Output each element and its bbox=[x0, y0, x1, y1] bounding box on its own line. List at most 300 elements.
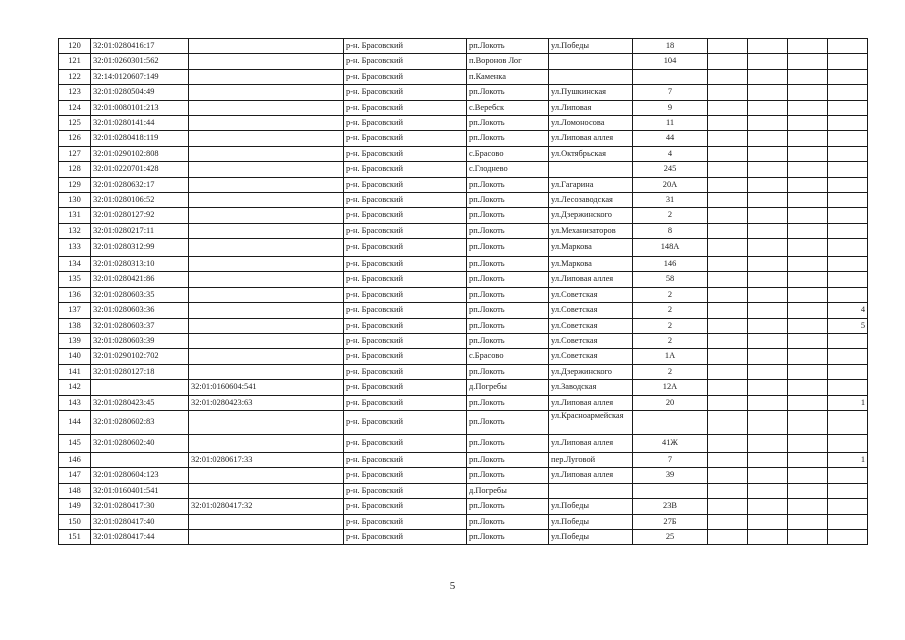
cell-extra-col-3 bbox=[788, 100, 828, 115]
cell-row-number: 133 bbox=[59, 239, 91, 257]
cell-extra-col-1 bbox=[708, 318, 748, 333]
cell-district: р-н. Брасовский bbox=[344, 54, 467, 69]
cell-extra-col-2 bbox=[748, 192, 788, 207]
cell-row-number: 149 bbox=[59, 499, 91, 514]
cell-cadastral-number: 32:01:0220701:428 bbox=[91, 162, 189, 177]
cell-extra-col-2 bbox=[748, 177, 788, 192]
cell-row-number: 128 bbox=[59, 162, 91, 177]
table-row bbox=[59, 514, 868, 529]
cell-house-number: 2 bbox=[633, 334, 708, 349]
cell-house-number bbox=[633, 483, 708, 498]
cell-settlement: рп.Локоть bbox=[467, 208, 549, 223]
cell-extra-col-2 bbox=[748, 54, 788, 69]
cell-district: р-н. Брасовский bbox=[344, 349, 467, 364]
cell-related-cadastral-number bbox=[189, 162, 344, 177]
cell-extra-col-4 bbox=[828, 239, 868, 257]
cell-extra-col-2 bbox=[748, 303, 788, 318]
cell-related-cadastral-number bbox=[189, 483, 344, 498]
cell-settlement: с.Брасово bbox=[467, 146, 549, 161]
cell-row-number: 129 bbox=[59, 177, 91, 192]
cell-house-number: 20 bbox=[633, 395, 708, 410]
cell-extra-col-1 bbox=[708, 177, 748, 192]
cell-row-number: 145 bbox=[59, 434, 91, 452]
table-row bbox=[59, 257, 868, 272]
cell-extra-col-1 bbox=[708, 208, 748, 223]
page-number: 5 bbox=[449, 580, 456, 592]
cell-extra-col-3 bbox=[788, 54, 828, 69]
cell-cadastral-number: 32:01:0280603:36 bbox=[91, 303, 189, 318]
cell-extra-col-2 bbox=[748, 257, 788, 272]
cell-related-cadastral-number bbox=[189, 192, 344, 207]
cell-cadastral-number: 32:01:0280106:52 bbox=[91, 192, 189, 207]
cell-extra-col-4 bbox=[828, 177, 868, 192]
cell-extra-col-4 bbox=[828, 257, 868, 272]
cell-street: ул.Липовая bbox=[549, 100, 633, 115]
cell-extra-col-2 bbox=[748, 318, 788, 333]
cell-extra-col-4 bbox=[828, 69, 868, 84]
cell-extra-col-1 bbox=[708, 54, 748, 69]
cell-house-number: 2 bbox=[633, 287, 708, 302]
cell-house-number: 39 bbox=[633, 468, 708, 483]
cell-extra-col-3 bbox=[788, 410, 828, 434]
cell-extra-col-4 bbox=[828, 410, 868, 434]
cell-house-number: 20А bbox=[633, 177, 708, 192]
cell-row-number: 151 bbox=[59, 529, 91, 544]
cell-cadastral-number: 32:01:0280603:37 bbox=[91, 318, 189, 333]
table-row bbox=[59, 318, 868, 333]
cell-house-number: 7 bbox=[633, 452, 708, 467]
table-row bbox=[59, 85, 868, 100]
table-row bbox=[59, 380, 868, 395]
cell-row-number: 136 bbox=[59, 287, 91, 302]
cell-district: р-н. Брасовский bbox=[344, 208, 467, 223]
cell-extra-col-4 bbox=[828, 85, 868, 100]
cell-related-cadastral-number: 32:01:0160604:541 bbox=[189, 380, 344, 395]
cell-house-number: 2 bbox=[633, 318, 708, 333]
cell-extra-col-1 bbox=[708, 395, 748, 410]
cell-extra-col-1 bbox=[708, 239, 748, 257]
cell-district: р-н. Брасовский bbox=[344, 395, 467, 410]
cell-related-cadastral-number bbox=[189, 115, 344, 130]
cell-cadastral-number: 32:01:0080101:213 bbox=[91, 100, 189, 115]
cell-district: р-н. Брасовский bbox=[344, 146, 467, 161]
cell-extra-col-3 bbox=[788, 192, 828, 207]
cell-street: пер.Луговой bbox=[549, 452, 633, 467]
cell-extra-col-1 bbox=[708, 514, 748, 529]
cell-extra-col-3 bbox=[788, 85, 828, 100]
cell-extra-col-1 bbox=[708, 468, 748, 483]
cell-extra-col-2 bbox=[748, 100, 788, 115]
cell-street: ул.Советская bbox=[549, 287, 633, 302]
cell-extra-col-4: 1 bbox=[828, 395, 868, 410]
cell-settlement: п.Каменка bbox=[467, 69, 549, 84]
cell-house-number: 31 bbox=[633, 192, 708, 207]
cell-extra-col-2 bbox=[748, 499, 788, 514]
cell-street: ул.Победы bbox=[549, 514, 633, 529]
cell-cadastral-number: 32:01:0280313:10 bbox=[91, 257, 189, 272]
cell-house-number: 1А bbox=[633, 349, 708, 364]
cell-extra-col-1 bbox=[708, 223, 748, 238]
cell-row-number: 142 bbox=[59, 380, 91, 395]
cell-extra-col-1 bbox=[708, 100, 748, 115]
cell-related-cadastral-number: 32:01:0280417:32 bbox=[189, 499, 344, 514]
cell-cadastral-number: 32:01:0280417:30 bbox=[91, 499, 189, 514]
table-row bbox=[59, 395, 868, 410]
cell-street bbox=[549, 54, 633, 69]
cell-related-cadastral-number bbox=[189, 287, 344, 302]
cell-extra-col-4 bbox=[828, 287, 868, 302]
cell-related-cadastral-number bbox=[189, 334, 344, 349]
cell-related-cadastral-number bbox=[189, 69, 344, 84]
table-row bbox=[59, 334, 868, 349]
cell-row-number: 143 bbox=[59, 395, 91, 410]
cell-district: р-н. Брасовский bbox=[344, 39, 467, 54]
cell-related-cadastral-number bbox=[189, 529, 344, 544]
cell-cadastral-number: 32:01:0280417:44 bbox=[91, 529, 189, 544]
cell-district: р-н. Брасовский bbox=[344, 162, 467, 177]
cell-cadastral-number: 32:01:0280417:40 bbox=[91, 514, 189, 529]
cell-extra-col-3 bbox=[788, 452, 828, 467]
cell-house-number: 4 bbox=[633, 146, 708, 161]
cell-cadastral-number: 32:01:0280603:35 bbox=[91, 287, 189, 302]
cell-settlement: рп.Локоть bbox=[467, 334, 549, 349]
cell-extra-col-2 bbox=[748, 146, 788, 161]
cell-street: ул.Дзержинского bbox=[549, 364, 633, 379]
cell-extra-col-2 bbox=[748, 483, 788, 498]
cell-district: р-н. Брасовский bbox=[344, 434, 467, 452]
address-registry-table bbox=[58, 38, 868, 545]
table-row bbox=[59, 303, 868, 318]
table-row bbox=[59, 239, 868, 257]
cell-district: р-н. Брасовский bbox=[344, 272, 467, 287]
table-row bbox=[59, 162, 868, 177]
cell-district: р-н. Брасовский bbox=[344, 100, 467, 115]
cell-row-number: 124 bbox=[59, 100, 91, 115]
cell-settlement: рп.Локоть bbox=[467, 177, 549, 192]
cell-row-number: 137 bbox=[59, 303, 91, 318]
cell-related-cadastral-number bbox=[189, 177, 344, 192]
cell-cadastral-number: 32:01:0280604:123 bbox=[91, 468, 189, 483]
table-row bbox=[59, 272, 868, 287]
cell-extra-col-1 bbox=[708, 483, 748, 498]
cell-extra-col-4 bbox=[828, 349, 868, 364]
cell-extra-col-3 bbox=[788, 272, 828, 287]
cell-extra-col-3 bbox=[788, 380, 828, 395]
cell-extra-col-1 bbox=[708, 529, 748, 544]
cell-extra-col-1 bbox=[708, 146, 748, 161]
cell-street: ул.Заводская bbox=[549, 380, 633, 395]
cell-extra-col-2 bbox=[748, 514, 788, 529]
cell-street: ул.Маркова bbox=[549, 257, 633, 272]
cell-extra-col-2 bbox=[748, 208, 788, 223]
table-row bbox=[59, 468, 868, 483]
cell-street: ул.Победы bbox=[549, 499, 633, 514]
cell-settlement: рп.Локоть bbox=[467, 434, 549, 452]
cell-street bbox=[549, 483, 633, 498]
cell-extra-col-4 bbox=[828, 39, 868, 54]
cell-extra-col-4 bbox=[828, 272, 868, 287]
cell-extra-col-1 bbox=[708, 349, 748, 364]
cell-row-number: 144 bbox=[59, 410, 91, 434]
table-row bbox=[59, 410, 868, 434]
cell-related-cadastral-number bbox=[189, 410, 344, 434]
cell-street: ул.Липовая аллея bbox=[549, 272, 633, 287]
cell-house-number: 41Ж bbox=[633, 434, 708, 452]
cell-extra-col-3 bbox=[788, 468, 828, 483]
cell-extra-col-1 bbox=[708, 192, 748, 207]
table-row bbox=[59, 177, 868, 192]
cell-extra-col-1 bbox=[708, 434, 748, 452]
cell-street: ул.Липовая аллея bbox=[549, 395, 633, 410]
cell-house-number: 2 bbox=[633, 208, 708, 223]
cell-extra-col-1 bbox=[708, 499, 748, 514]
cell-extra-col-1 bbox=[708, 115, 748, 130]
cell-related-cadastral-number bbox=[189, 85, 344, 100]
cell-row-number: 146 bbox=[59, 452, 91, 467]
cell-house-number: 25 bbox=[633, 529, 708, 544]
cell-extra-col-2 bbox=[748, 69, 788, 84]
cell-extra-col-1 bbox=[708, 380, 748, 395]
cell-extra-col-2 bbox=[748, 529, 788, 544]
cell-cadastral-number: 32:01:0280603:39 bbox=[91, 334, 189, 349]
cell-extra-col-2 bbox=[748, 115, 788, 130]
cell-related-cadastral-number bbox=[189, 239, 344, 257]
cell-related-cadastral-number bbox=[189, 257, 344, 272]
cell-extra-col-2 bbox=[748, 334, 788, 349]
cell-row-number: 150 bbox=[59, 514, 91, 529]
cell-house-number: 11 bbox=[633, 115, 708, 130]
cell-settlement: д.Погребы bbox=[467, 380, 549, 395]
cell-extra-col-2 bbox=[748, 364, 788, 379]
cell-related-cadastral-number bbox=[189, 364, 344, 379]
cell-extra-col-2 bbox=[748, 239, 788, 257]
cell-related-cadastral-number bbox=[189, 146, 344, 161]
cell-street: ул.Советская bbox=[549, 334, 633, 349]
cell-related-cadastral-number bbox=[189, 468, 344, 483]
cell-street: ул.Лесозаводская bbox=[549, 192, 633, 207]
table-row bbox=[59, 287, 868, 302]
cell-extra-col-4 bbox=[828, 364, 868, 379]
cell-extra-col-3 bbox=[788, 529, 828, 544]
cell-related-cadastral-number bbox=[189, 349, 344, 364]
table-row bbox=[59, 364, 868, 379]
cell-district: р-н. Брасовский bbox=[344, 380, 467, 395]
cell-extra-col-3 bbox=[788, 239, 828, 257]
cell-related-cadastral-number bbox=[189, 208, 344, 223]
cell-extra-col-3 bbox=[788, 208, 828, 223]
cell-house-number: 146 bbox=[633, 257, 708, 272]
cell-district: р-н. Брасовский bbox=[344, 468, 467, 483]
cell-extra-col-3 bbox=[788, 177, 828, 192]
cell-cadastral-number: 32:01:0280423:45 bbox=[91, 395, 189, 410]
cell-extra-col-4 bbox=[828, 468, 868, 483]
cell-district: р-н. Брасовский bbox=[344, 69, 467, 84]
table-body bbox=[59, 39, 868, 545]
cell-extra-col-4 bbox=[828, 434, 868, 452]
cell-district: р-н. Брасовский bbox=[344, 239, 467, 257]
cell-house-number bbox=[633, 69, 708, 84]
cell-settlement: рп.Локоть bbox=[467, 395, 549, 410]
cell-extra-col-4: 5 bbox=[828, 318, 868, 333]
cell-row-number: 127 bbox=[59, 146, 91, 161]
cell-extra-col-3 bbox=[788, 303, 828, 318]
cell-extra-col-2 bbox=[748, 395, 788, 410]
cell-extra-col-4 bbox=[828, 380, 868, 395]
cell-row-number: 130 bbox=[59, 192, 91, 207]
cell-extra-col-4 bbox=[828, 529, 868, 544]
cell-house-number: 8 bbox=[633, 223, 708, 238]
cell-settlement: рп.Локоть bbox=[467, 287, 549, 302]
cell-extra-col-3 bbox=[788, 146, 828, 161]
cell-settlement: с.Брасово bbox=[467, 349, 549, 364]
cell-extra-col-1 bbox=[708, 131, 748, 146]
cell-street: ул.Победы bbox=[549, 39, 633, 54]
cell-district: р-н. Брасовский bbox=[344, 452, 467, 467]
cell-related-cadastral-number bbox=[189, 303, 344, 318]
cell-extra-col-4 bbox=[828, 208, 868, 223]
cell-extra-col-1 bbox=[708, 272, 748, 287]
cell-related-cadastral-number: 32:01:0280617:33 bbox=[189, 452, 344, 467]
cell-extra-col-1 bbox=[708, 410, 748, 434]
cell-house-number: 44 bbox=[633, 131, 708, 146]
cell-extra-col-4 bbox=[828, 162, 868, 177]
cell-extra-col-3 bbox=[788, 223, 828, 238]
cell-extra-col-3 bbox=[788, 395, 828, 410]
cell-district: р-н. Брасовский bbox=[344, 287, 467, 302]
cell-row-number: 147 bbox=[59, 468, 91, 483]
cell-settlement: рп.Локоть bbox=[467, 115, 549, 130]
cell-extra-col-1 bbox=[708, 287, 748, 302]
cell-street bbox=[549, 162, 633, 177]
cell-district: р-н. Брасовский bbox=[344, 131, 467, 146]
cell-house-number: 245 bbox=[633, 162, 708, 177]
cell-street: ул.Механизаторов bbox=[549, 223, 633, 238]
cell-extra-col-1 bbox=[708, 452, 748, 467]
cell-extra-col-3 bbox=[788, 318, 828, 333]
cell-extra-col-2 bbox=[748, 162, 788, 177]
cell-cadastral-number: 32:01:0160401:541 bbox=[91, 483, 189, 498]
cell-extra-col-4 bbox=[828, 54, 868, 69]
cell-row-number: 131 bbox=[59, 208, 91, 223]
cell-related-cadastral-number bbox=[189, 100, 344, 115]
cell-extra-col-1 bbox=[708, 334, 748, 349]
cell-settlement: рп.Локоть bbox=[467, 303, 549, 318]
cell-settlement: рп.Локоть bbox=[467, 192, 549, 207]
cell-extra-col-4 bbox=[828, 146, 868, 161]
table-row bbox=[59, 131, 868, 146]
table-row bbox=[59, 39, 868, 54]
cell-extra-col-3 bbox=[788, 434, 828, 452]
cell-district: р-н. Брасовский bbox=[344, 177, 467, 192]
cell-extra-col-3 bbox=[788, 514, 828, 529]
table-row bbox=[59, 192, 868, 207]
cell-extra-col-4: 4 bbox=[828, 303, 868, 318]
cell-row-number: 135 bbox=[59, 272, 91, 287]
cell-cadastral-number: 32:01:0280127:92 bbox=[91, 208, 189, 223]
cell-cadastral-number: 32:14:0120607:149 bbox=[91, 69, 189, 84]
cell-extra-col-4 bbox=[828, 334, 868, 349]
table-row bbox=[59, 208, 868, 223]
cell-house-number: 2 bbox=[633, 364, 708, 379]
cell-extra-col-4 bbox=[828, 483, 868, 498]
cell-row-number: 140 bbox=[59, 349, 91, 364]
cell-cadastral-number: 32:01:0280602:83 bbox=[91, 410, 189, 434]
cell-extra-col-3 bbox=[788, 334, 828, 349]
cell-extra-col-4 bbox=[828, 131, 868, 146]
cell-extra-col-3 bbox=[788, 483, 828, 498]
cell-row-number: 125 bbox=[59, 115, 91, 130]
cell-street: ул.Липовая аллея bbox=[549, 434, 633, 452]
cell-street: ул.Ломоносова bbox=[549, 115, 633, 130]
cell-street: ул.Октябрьская bbox=[549, 146, 633, 161]
cell-extra-col-2 bbox=[748, 468, 788, 483]
cell-row-number: 132 bbox=[59, 223, 91, 238]
cell-cadastral-number bbox=[91, 452, 189, 467]
cell-related-cadastral-number bbox=[189, 434, 344, 452]
cell-cadastral-number: 32:01:0290102:808 bbox=[91, 146, 189, 161]
cell-related-cadastral-number bbox=[189, 223, 344, 238]
cell-row-number: 123 bbox=[59, 85, 91, 100]
cell-extra-col-3 bbox=[788, 364, 828, 379]
cell-cadastral-number: 32:01:0290102:702 bbox=[91, 349, 189, 364]
table-row bbox=[59, 499, 868, 514]
cell-extra-col-2 bbox=[748, 349, 788, 364]
cell-house-number bbox=[633, 410, 708, 434]
cell-extra-col-3 bbox=[788, 162, 828, 177]
table-row bbox=[59, 100, 868, 115]
cell-district: р-н. Брасовский bbox=[344, 499, 467, 514]
cell-extra-col-4 bbox=[828, 192, 868, 207]
cell-extra-col-3 bbox=[788, 39, 828, 54]
cell-extra-col-1 bbox=[708, 257, 748, 272]
cell-street: ул.Дзержинского bbox=[549, 208, 633, 223]
cell-row-number: 126 bbox=[59, 131, 91, 146]
cell-settlement: д.Погребы bbox=[467, 483, 549, 498]
cell-settlement: рп.Локоть bbox=[467, 131, 549, 146]
cell-district: р-н. Брасовский bbox=[344, 334, 467, 349]
cell-extra-col-3 bbox=[788, 69, 828, 84]
cell-extra-col-4: 1 bbox=[828, 452, 868, 467]
cell-district: р-н. Брасовский bbox=[344, 483, 467, 498]
cell-house-number: 7 bbox=[633, 85, 708, 100]
cell-extra-col-2 bbox=[748, 410, 788, 434]
cell-extra-col-1 bbox=[708, 364, 748, 379]
cell-cadastral-number: 32:01:0280416:17 bbox=[91, 39, 189, 54]
cell-extra-col-3 bbox=[788, 257, 828, 272]
cell-house-number: 9 bbox=[633, 100, 708, 115]
cell-row-number: 141 bbox=[59, 364, 91, 379]
cell-settlement: рп.Локоть bbox=[467, 39, 549, 54]
cell-street: ул.Советская bbox=[549, 303, 633, 318]
cell-extra-col-2 bbox=[748, 380, 788, 395]
cell-cadastral-number: 32:01:0280632:17 bbox=[91, 177, 189, 192]
cell-settlement: рп.Локоть bbox=[467, 85, 549, 100]
cell-extra-col-4 bbox=[828, 115, 868, 130]
table-row bbox=[59, 452, 868, 467]
cell-related-cadastral-number bbox=[189, 514, 344, 529]
cell-extra-col-3 bbox=[788, 349, 828, 364]
cell-row-number: 121 bbox=[59, 54, 91, 69]
cell-district: р-н. Брасовский bbox=[344, 257, 467, 272]
cell-related-cadastral-number bbox=[189, 272, 344, 287]
cell-street: ул.Липовая аллея bbox=[549, 131, 633, 146]
cell-settlement: рп.Локоть bbox=[467, 239, 549, 257]
cell-settlement: с.Глоднево bbox=[467, 162, 549, 177]
table-row bbox=[59, 69, 868, 84]
cell-district: р-н. Брасовский bbox=[344, 529, 467, 544]
cell-extra-col-2 bbox=[748, 287, 788, 302]
table-row bbox=[59, 483, 868, 498]
